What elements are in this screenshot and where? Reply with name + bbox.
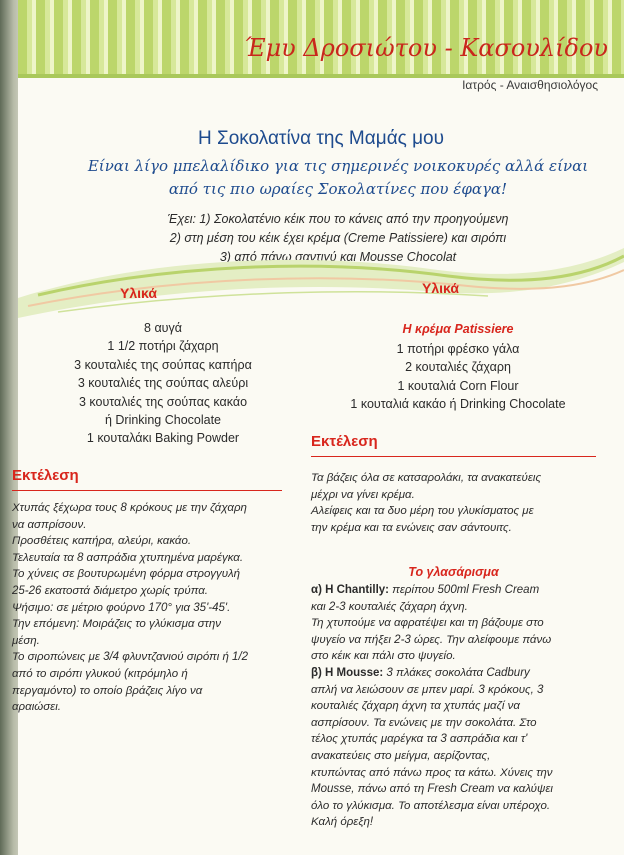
list-item: 1 1/2 ποτήρι ζάχαρη bbox=[107, 339, 219, 354]
glaze-text bbox=[311, 582, 601, 831]
ingredients-heading-left: Υλικά bbox=[120, 285, 157, 301]
method-heading-left: Εκτέλεση bbox=[12, 467, 79, 484]
chantilly-line: στο κέικ και πάλι στο ψυγείο. bbox=[311, 650, 456, 663]
list-item: 1 κουταλάκι Baking Powder bbox=[86, 431, 240, 446]
recipe-intro bbox=[58, 155, 618, 201]
method-line: μέση. bbox=[12, 634, 40, 647]
method-line: Το χύνεις σε βουτυρωμένη φόρμα στρογγυλή bbox=[12, 568, 241, 581]
method-rule-right bbox=[311, 456, 596, 457]
list-item: 8 αυγά bbox=[144, 321, 182, 335]
method-line: Χτυπάς ξέχωρα τους 8 κρόκους με την ζάχαρη bbox=[12, 502, 247, 514]
method-line: την κρέμα και τα ενώνεις σαν σάντουιτς. bbox=[311, 521, 512, 534]
mousse-line: ανακατεύεις στο μείγμα, αερίζοντας, bbox=[311, 749, 491, 762]
method-line: Ψήσιμο: σε μέτριο φούρνο 170° για 35'-45'. bbox=[12, 601, 231, 614]
mousse-line: Mousse, πάνω από τη Fresh Cream να καλύψει bbox=[311, 783, 553, 796]
method-line: από το σιρόπι γλυκού (κιτρόμηλο ή bbox=[12, 667, 188, 680]
method-line: μέχρι να γίνει κρέμα. bbox=[311, 488, 415, 501]
cream-ingredients-list bbox=[318, 340, 598, 414]
method-line: Αλείφεις και τα δυο μέρη του γλυκίσματος με bbox=[311, 505, 534, 518]
chantilly-first: περίπου 500ml Fresh Cream bbox=[388, 584, 540, 596]
recipe-title: Η Σοκολατίνα της Μαμάς μου bbox=[197, 128, 445, 149]
list-item: ή Drinking Chocolate bbox=[104, 413, 222, 428]
list-item: 3 κουταλιές της σούπας καπήρα bbox=[74, 357, 252, 372]
intro-line: από τις πιο ωραίες Σοκολατίνες που έφαγα! bbox=[168, 180, 508, 198]
method-rule-left bbox=[12, 490, 282, 491]
list-item: 3 κουταλιές της σούπας κακάο bbox=[78, 394, 248, 409]
contains-line: Έχει: 1) Σοκολατένιο κέικ που το κάνεις από την προηγούμενη bbox=[167, 212, 509, 226]
mousse-line: κουταλιές ζάχαρη άχνη τα χτυπάς μαζί να bbox=[311, 700, 520, 713]
mousse-line: κτυπώντας από πάνω προς τα κάτω. Χύνεις την bbox=[311, 766, 553, 779]
mousse-line: απλή να λειώσουν σε μπεν μαρί. 3 κρόκους, 3 bbox=[311, 683, 544, 696]
contains-line: 2) στη μέση του κέικ έχει κρέμα (Creme Patissiere) και σιρόπι bbox=[169, 231, 507, 245]
contains-line: 3) από πάνω σαντιγύ και Mousse Chocolat bbox=[219, 250, 457, 264]
author-profession: Ιατρός - Αναισθησιολόγος bbox=[462, 78, 598, 92]
method-line: Προσθέτεις καπήρα, αλεύρι, κακάο. bbox=[12, 535, 192, 548]
list-item: 3 κουταλιές της σούπας αλεύρι bbox=[77, 376, 249, 391]
mousse-line: τέλος χτυπάς μαρέγκα τα 3 ασπράδια και τ' bbox=[311, 733, 528, 746]
chantilly-line bbox=[311, 582, 601, 599]
list-item: 1 κουταλιά Corn Flour bbox=[397, 378, 519, 393]
mousse-first: 3 πλάκες σοκολάτα Cadbury bbox=[383, 666, 530, 679]
method-line: Το σιροπώνεις με 3/4 φλυντζανιού σιρόπι ή 1/2 bbox=[12, 651, 249, 664]
chantilly-line: Τη χτυπούμε να αφρατέψει και τη βάζουμε στο bbox=[311, 617, 544, 630]
method-line: Τα βάζεις όλα σε κατσαρολάκι, τα ανακατεύεις bbox=[311, 472, 542, 484]
mousse-line: όλο το γλύκισμα. Το αποτέλεσμα είναι υπέροχο. bbox=[311, 799, 551, 812]
ingredients-list-left bbox=[48, 319, 278, 448]
method-line: περγαμόντο) το οποίο βράζεις λίγο να bbox=[12, 684, 203, 697]
method-heading-right: Εκτέλεση bbox=[311, 433, 378, 450]
cream-heading: Η κρέμα Patissiere bbox=[402, 322, 514, 336]
chantilly-label: α) Η Chantilly: bbox=[311, 584, 389, 596]
method-text-left bbox=[12, 500, 292, 716]
magazine-page bbox=[12, 0, 624, 855]
list-item: 1 κουταλιά κακάο ή Drinking Chocolate bbox=[350, 397, 566, 412]
method-line: Την επόμενη: Μοιράζεις το γλύκισμα στην bbox=[12, 618, 221, 631]
mousse-line: ασπρίσουν. Τα ενώνεις με την σοκολάτα. Στο bbox=[311, 716, 537, 729]
intro-line: Είναι λίγο μπελαλίδικο για τις σημερινές νοικοκυρές αλλά είναι bbox=[87, 157, 589, 175]
chantilly-line: και 2-3 κουταλιές ζάχαρη άχνη. bbox=[311, 600, 468, 613]
method-text-right bbox=[311, 470, 601, 536]
mousse-label: β) Η Mousse: bbox=[311, 666, 384, 679]
method-line: αραιώσει. bbox=[12, 701, 61, 714]
glaze-heading: Το γλασάρισμα bbox=[408, 565, 499, 579]
list-item: 2 κουταλιές ζάχαρη bbox=[405, 360, 511, 375]
chantilly-line: ψυγείο να πήξει 2-3 ώρες. Την αλείφουμε πάνω bbox=[311, 633, 552, 646]
ingredients-heading-right: Υλικά bbox=[422, 280, 459, 296]
method-line: Τελευταία τα 8 ασπράδια χτυπημένα μαρέγκα. bbox=[12, 551, 244, 564]
list-item: 1 ποτήρι φρέσκο γάλα bbox=[396, 342, 520, 356]
author-name: Έμυ Δροσιώτου - Κασουλίδου bbox=[243, 34, 608, 62]
mousse-line: Καλή όρεξη! bbox=[311, 816, 374, 829]
method-line: να ασπρίσουν. bbox=[12, 518, 87, 531]
mousse-line bbox=[311, 665, 601, 682]
method-line: 25-26 εκατοστά διάμετρο χωρίς τρύπα. bbox=[12, 584, 208, 597]
